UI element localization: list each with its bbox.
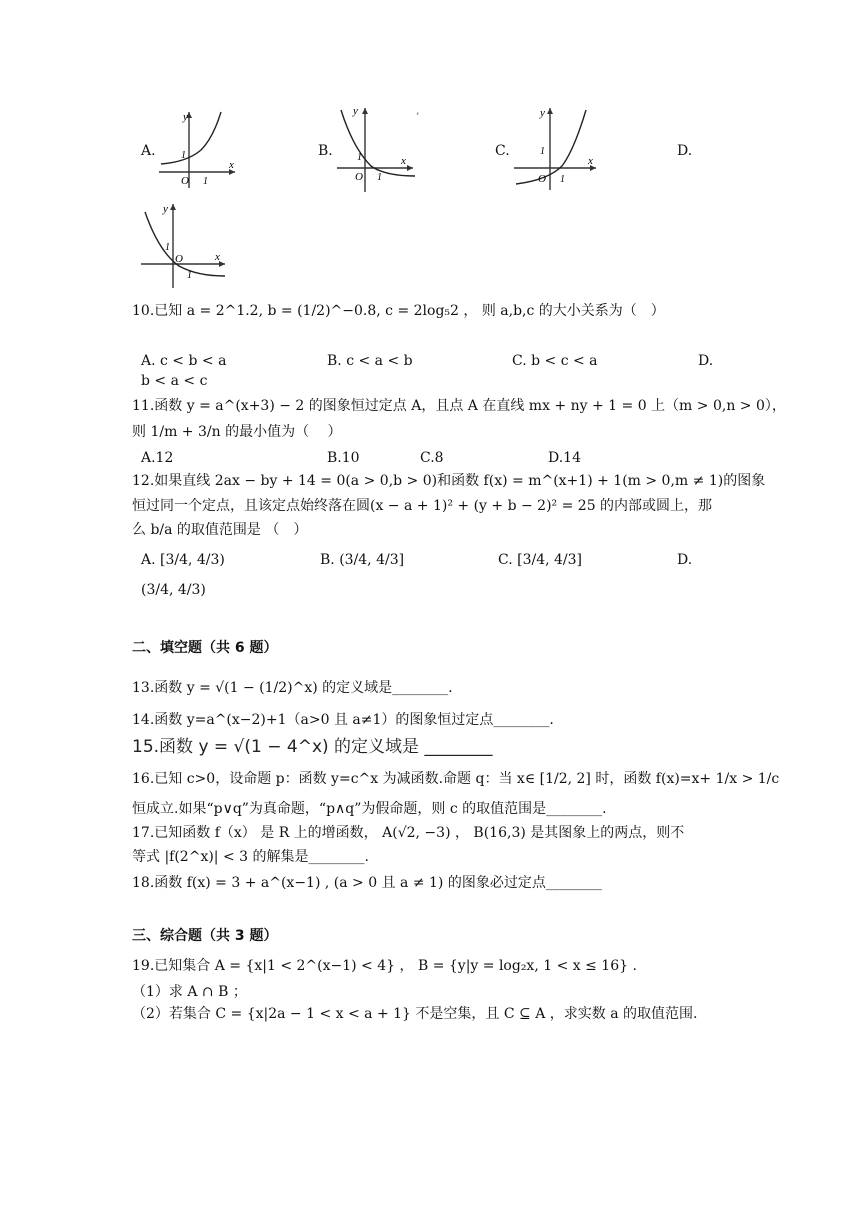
q10-stem: 10.已知 a = 2^1.2, b = (1/2)^−0.8, c = 2log₅2 ， 则 a,b,c 的大小关系为（ ） bbox=[132, 303, 665, 319]
q9-d-x1-label: 1 bbox=[187, 270, 192, 281]
q13-text: 13.函数 y = √(1 − (1/2)^x) 的定义域是________. bbox=[132, 680, 453, 696]
q19-line3: （2）若集合 C = {x|2a − 1 < x < a + 1} 不是空集，且 C ⊆ A ，求实数 a 的取值范围. bbox=[132, 1006, 698, 1022]
q9-b-x1-label: 1 bbox=[377, 172, 382, 183]
q9-d-origin-label: O bbox=[175, 253, 183, 265]
q9-graph-d bbox=[139, 200, 231, 296]
q11-option-b: B.10 bbox=[327, 450, 360, 466]
q9-b-origin-label: O bbox=[355, 171, 363, 183]
q10-option-b: B. c < a < b bbox=[327, 353, 413, 369]
q10-option-d: D. bbox=[698, 353, 714, 369]
q9-a-x1-label: 1 bbox=[203, 176, 208, 187]
q16-line1: 16.已知 c>0，设命题 p：函数 y=c^x 为减函数.命题 q：当 x∈ [1/2, 2] 时，函数 f(x)=x+ 1/x > 1/c bbox=[132, 771, 780, 787]
q9-c-origin-label: O bbox=[538, 173, 546, 185]
q10-option-a: A. c < b < a bbox=[141, 353, 227, 369]
q11-option-c: C.8 bbox=[420, 450, 444, 466]
q15-text: 15.函数 y = √(1 − 4^x) 的定义域是 ________ bbox=[132, 737, 493, 757]
q19-line1: 19.已知集合 A = {x|1 < 2^(x−1) < 4} ， B = {y|y = log₂x, 1 < x ≤ 16} . bbox=[132, 958, 637, 974]
q9-c-x1-label: 1 bbox=[560, 174, 565, 185]
q10-option-c: C. b < c < a bbox=[512, 353, 598, 369]
q12-stem-line3: 么 b/a 的取值范围是 （ ） bbox=[132, 522, 308, 538]
q12-stem: 12.如果直线 2ax − by + 14 = 0(a > 0,b > 0)和函数 f(x) = m^(x+1) + 1(m > 0,m ≠ 1)的图象 bbox=[132, 473, 766, 489]
q9-d-y1-label: 1 bbox=[165, 242, 170, 253]
q11-stem: 11.函数 y = a^(x+3) − 2 的图象恒过定点 A，且点 A 在直线 mx + ny + 1 = 0 上（m > 0,n > 0）， bbox=[132, 398, 786, 414]
q12-stem-line2: 恒过同一个定点，且该定点始终落在圆(x − a + 1)² + (y + b − 2)² = 25 的内部或圆上，那 bbox=[132, 498, 713, 514]
q9-b-stray-mark: ’ bbox=[416, 112, 420, 123]
q19-line2: （1）求 A ∩ B ； bbox=[132, 984, 247, 1000]
q12-option-a: A. [3/4, 4/3) bbox=[141, 552, 225, 568]
q9-a-y1-label: 1 bbox=[181, 150, 186, 161]
q9-b-x-axis-label: x bbox=[401, 155, 406, 167]
q11-stem-line2: 则 1/m + 3/n 的最小值为（ ） bbox=[132, 424, 342, 440]
section-comprehensive-title: 三、综合题（共 3 题） bbox=[132, 928, 278, 944]
q18-text: 18.函数 f(x) = 3 + a^(x−1) , (a > 0 且 a ≠ 1) 的图象必过定点________ bbox=[132, 875, 602, 891]
q9-a-x-axis-label: x bbox=[229, 159, 234, 171]
q17-line2: 等式 |f(2^x)| < 3 的解集是________. bbox=[132, 849, 369, 865]
q9-a-origin-label: O bbox=[181, 175, 189, 187]
q9-c-y-axis-label: y bbox=[540, 107, 545, 119]
q9-d-x-axis-label: x bbox=[215, 251, 220, 263]
q9-option-b-label: B. bbox=[318, 143, 333, 159]
q9-c-x-axis-label: x bbox=[588, 155, 593, 167]
q12-option-d-content: (3/4, 4/3) bbox=[141, 582, 206, 598]
q9-a-y-axis-label: y bbox=[183, 111, 188, 123]
q12-option-d: D. bbox=[677, 552, 693, 568]
q9-b-y-axis-label: y bbox=[353, 105, 358, 117]
q11-option-a: A.12 bbox=[141, 450, 174, 466]
q9-option-c-label: C. bbox=[495, 143, 510, 159]
q9-option-a-label: A. bbox=[141, 143, 156, 159]
q12-option-c: C. [3/4, 4/3] bbox=[498, 552, 582, 568]
section-fill-in-title: 二、填空题（共 6 题） bbox=[132, 640, 278, 656]
q17-line1: 17.已知函数 f（x） 是 R 上的增函数， A(√2, −3) ， B(16,3) 是其图象上的两点，则不 bbox=[132, 825, 685, 841]
q9-graph-c bbox=[512, 104, 602, 196]
q10-option-d-content: b < a < c bbox=[141, 373, 208, 389]
q9-graph-a bbox=[157, 108, 239, 194]
q12-option-b: B. (3/4, 4/3] bbox=[320, 552, 405, 568]
q9-b-y1-label: 1 bbox=[357, 152, 362, 163]
q9-graph-b bbox=[335, 104, 419, 198]
q9-d-y-axis-label: y bbox=[163, 203, 168, 215]
q16-line2: 恒成立.如果“p∨q”为真命题，“p∧q”为假命题，则 c 的取值范围是________. bbox=[132, 801, 607, 817]
q14-text: 14.函数 y=a^(x−2)+1（a>0 且 a≠1）的图象恒过定点________. bbox=[132, 712, 554, 728]
q9-option-d-label: D. bbox=[677, 143, 693, 159]
q11-option-d: D.14 bbox=[548, 450, 581, 466]
q9-c-y1-label: 1 bbox=[540, 146, 545, 157]
